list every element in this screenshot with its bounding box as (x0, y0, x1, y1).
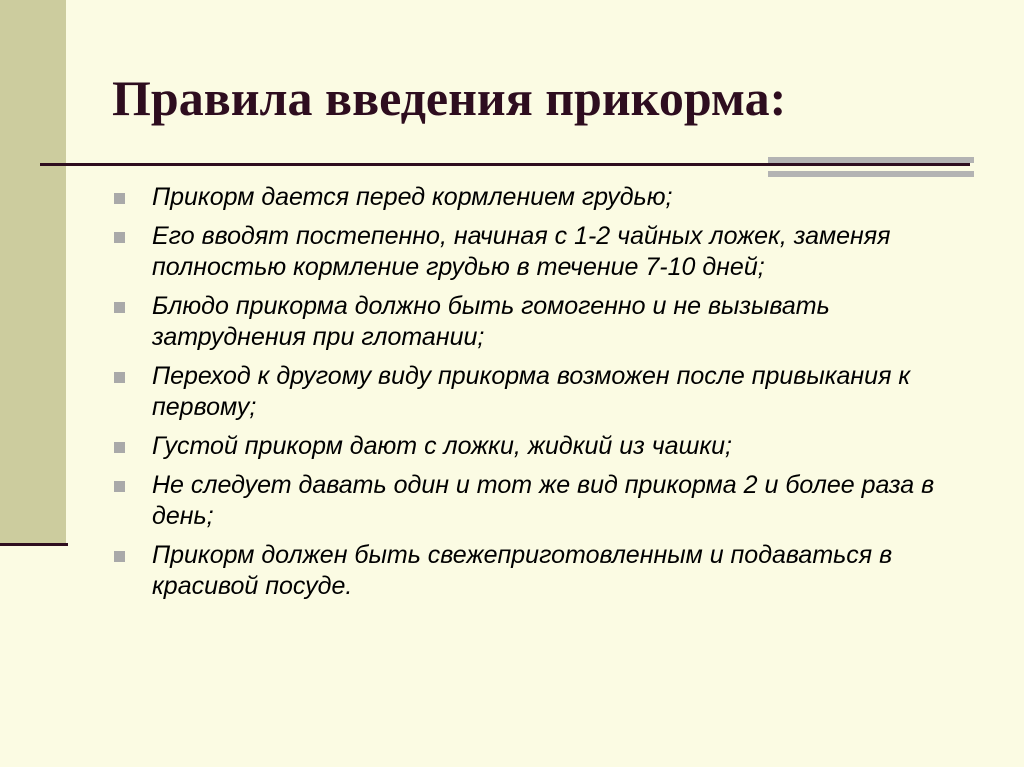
square-bullet-icon (114, 442, 125, 453)
slide-title: Правила введения прикорма: (112, 70, 787, 126)
bullet-text: Не следует давать один и тот же вид прикорма 2 и более раза в день; (152, 471, 935, 530)
bullet-text: Переход к другому виду прикорма возможен после привыкания к первому; (152, 362, 911, 421)
bullet-item (112, 361, 942, 423)
square-bullet-icon (114, 372, 125, 383)
bullet-list (112, 182, 942, 610)
side-decor-bar (0, 0, 66, 543)
square-bullet-icon (114, 481, 125, 492)
square-bullet-icon (114, 302, 125, 313)
bullet-text: Густой прикорм дают с ложки, жидкий из чашки; (152, 432, 732, 460)
bullet-text: Прикорм должен быть свежеприготовленным и подаваться в красивой посуде. (152, 541, 893, 600)
bullet-text: Его вводят постепенно, начиная с 1-2 чайных ложек, заменяя полностью кормление грудью в течение 7-10 дней; (152, 222, 891, 281)
bullet-item (112, 221, 942, 283)
square-bullet-icon (114, 232, 125, 243)
bullet-text: Прикорм дается перед кормлением грудью; (152, 183, 673, 211)
accent-stripe-top (768, 157, 974, 163)
bullet-item (112, 540, 942, 602)
bullet-item (112, 291, 942, 353)
square-bullet-icon (114, 551, 125, 562)
bullet-item (112, 182, 942, 213)
square-bullet-icon (114, 193, 125, 204)
side-decor-rule (0, 543, 68, 546)
bullet-text: Блюдо прикорма должно быть гомогенно и не вызывать затруднения при глотании; (152, 292, 830, 351)
bullet-item (112, 470, 942, 532)
bullet-item (112, 431, 942, 462)
accent-stripe-bottom (768, 171, 974, 177)
title-underline (40, 163, 970, 166)
